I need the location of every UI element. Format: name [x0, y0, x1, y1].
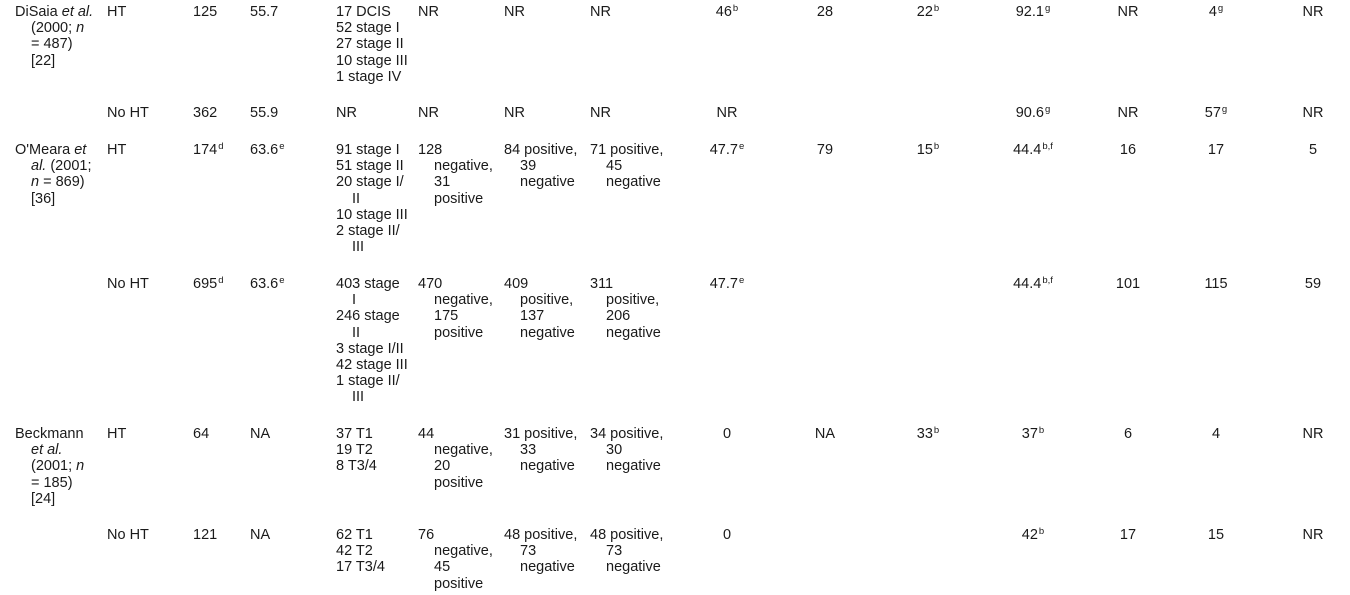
- mean-age: [250, 142, 285, 158]
- er-status: [504, 527, 577, 576]
- tumor-stage-line: III: [352, 389, 365, 406]
- cell-value: 6: [1123, 426, 1133, 442]
- col-12-value: [993, 105, 1073, 121]
- pr-status: [590, 426, 663, 475]
- col-15-value: [1273, 142, 1350, 158]
- pr-status-line: 30: [606, 442, 623, 459]
- lymph-nodes: [418, 4, 439, 20]
- italic-text: et al.: [31, 442, 63, 459]
- tumor-stage-line: 10 stage III: [336, 206, 408, 223]
- lymph-nodes: [418, 426, 493, 491]
- pr-status-line: negative: [606, 324, 661, 341]
- cell-value: 57: [1204, 105, 1221, 121]
- tumor-stage-line: III: [352, 239, 365, 256]
- cell-value: NR: [1117, 105, 1139, 121]
- er-status: [504, 426, 577, 475]
- lymph-nodes-line: 31: [434, 174, 451, 191]
- study-citation-line: al. (2001;: [31, 158, 92, 175]
- mean-age: [250, 105, 278, 121]
- tumor-stage: [336, 105, 357, 121]
- col-14-value: [1176, 142, 1256, 158]
- footnote-marker: g: [1044, 3, 1051, 14]
- er-status: [504, 276, 575, 341]
- lymph-nodes: [418, 276, 493, 341]
- footnote-marker: b: [933, 425, 940, 436]
- col-10-value: [785, 4, 865, 20]
- mean-age: [250, 276, 285, 292]
- lymph-nodes: [418, 527, 493, 592]
- footnote-marker: b: [933, 141, 940, 152]
- footnote-marker: e: [279, 141, 285, 152]
- italic-text: n: [76, 458, 85, 475]
- cell-value: 44.4: [1013, 276, 1042, 292]
- cell-value: 5: [1308, 142, 1318, 158]
- col-14-value: [1176, 4, 1256, 20]
- cell-value: 17: [1207, 142, 1225, 158]
- sample-size: [193, 4, 217, 20]
- cell-value: NA: [250, 426, 271, 442]
- pr-status-line: NR: [590, 4, 611, 20]
- cell-value: 695: [193, 276, 218, 292]
- study-citation-line: = 185): [31, 474, 73, 491]
- cell-value: 47.7: [709, 276, 738, 292]
- lymph-nodes-line: 175: [434, 308, 459, 325]
- col-9-value: [687, 527, 767, 543]
- tumor-stage-line: 1 stage II/: [336, 373, 400, 390]
- study-citation-line: (2000; n: [31, 20, 85, 37]
- er-status: [504, 142, 577, 191]
- er-status: [504, 105, 525, 121]
- pr-status-line: 311: [590, 276, 614, 292]
- tumor-stage-line: 37 T1: [336, 426, 373, 442]
- cell-value: 174: [193, 142, 218, 158]
- study-citation-line: [24]: [31, 490, 56, 507]
- cell-value: 0: [722, 527, 732, 543]
- pr-status: [590, 276, 661, 341]
- cell-value: 33: [916, 426, 933, 442]
- lymph-nodes-line: NR: [418, 105, 439, 121]
- italic-text: n: [76, 20, 85, 37]
- study-citation: [15, 426, 84, 507]
- lymph-nodes-line: 128: [418, 142, 443, 158]
- col-13-value: [1088, 105, 1168, 121]
- col-12-value: [993, 426, 1073, 442]
- study-citation-line: O'Meara et: [15, 142, 87, 158]
- pr-status-line: negative: [606, 174, 661, 191]
- tumor-stage: [336, 142, 408, 255]
- col-11-value: [888, 142, 968, 158]
- tumor-stage-line: 1 stage IV: [336, 68, 402, 85]
- cell-value: 125: [193, 4, 218, 20]
- tumor-stage-line: 2 stage II/: [336, 223, 400, 240]
- pr-status-line: 48 positive,: [590, 527, 664, 543]
- treatment-group: No HT: [107, 527, 149, 543]
- col-13-value: [1088, 142, 1168, 158]
- cell-value: 121: [193, 527, 218, 543]
- cell-value: NR: [1302, 105, 1324, 121]
- cell-value: 16: [1119, 142, 1137, 158]
- cell-value: NA: [814, 426, 836, 442]
- pr-status-line: 34 positive,: [590, 426, 664, 442]
- sample-size: [193, 142, 224, 158]
- footnote-marker: b: [933, 3, 940, 14]
- er-status-line: negative: [520, 324, 575, 341]
- tumor-stage: [336, 276, 408, 406]
- tumor-stage-line: 42 stage III: [336, 357, 408, 374]
- er-status-line: positive,: [520, 292, 574, 309]
- sample-size: [193, 426, 209, 442]
- col-9-value: [687, 105, 767, 121]
- italic-text: al.: [31, 158, 47, 175]
- col-11-value: [888, 4, 968, 20]
- col-12-value: [993, 142, 1073, 158]
- er-status-line: negative: [520, 559, 575, 576]
- er-status-line: negative: [520, 458, 575, 475]
- lymph-nodes-line: 44: [418, 426, 435, 442]
- footnote-marker: b: [1038, 526, 1045, 537]
- study-citation-line: DiSaia et al.: [15, 4, 94, 20]
- mean-age: [250, 4, 278, 20]
- col-15-value: [1273, 4, 1350, 20]
- col-15-value: [1273, 276, 1350, 292]
- lymph-nodes-line: negative,: [434, 543, 493, 560]
- col-13-value: [1088, 426, 1168, 442]
- pr-status-line: 71 positive,: [590, 142, 664, 158]
- er-status-line: negative: [520, 174, 575, 191]
- cell-value: 64: [193, 426, 210, 442]
- cell-value: 47.7: [709, 142, 738, 158]
- treatment-group: HT: [107, 426, 127, 442]
- pr-status-line: NR: [590, 105, 611, 121]
- tumor-stage-line: 246 stage: [336, 308, 400, 325]
- er-status-line: NR: [504, 105, 525, 121]
- cell-value: 362: [193, 105, 218, 121]
- study-citation-line: [22]: [31, 52, 56, 69]
- footnote-marker: e: [279, 275, 285, 286]
- tumor-stage-line: 19 T2: [336, 442, 373, 459]
- tumor-stage-line: I: [352, 292, 357, 309]
- pr-status-line: 45: [606, 158, 623, 175]
- cell-value: NR: [1302, 527, 1324, 543]
- pr-status-line: 206: [606, 308, 631, 325]
- col-14-value: [1176, 527, 1256, 543]
- lymph-nodes-line: positive: [434, 190, 484, 207]
- pr-status: [590, 142, 663, 191]
- cell-value: 90.6: [1015, 105, 1044, 121]
- study-citation: [15, 4, 93, 69]
- footnote-marker: e: [738, 141, 745, 152]
- footnote-marker: g: [1044, 104, 1051, 115]
- col-9-value: [687, 426, 767, 442]
- cell-value: 15: [916, 142, 933, 158]
- italic-text: n: [31, 174, 40, 191]
- cell-value: NR: [1302, 426, 1324, 442]
- cell-value: 79: [816, 142, 834, 158]
- col-14-value: [1176, 276, 1256, 292]
- cell-value: 115: [1204, 276, 1228, 292]
- mean-age: [250, 426, 270, 442]
- col-10-value: [785, 142, 865, 158]
- col-13-value: [1088, 276, 1168, 292]
- lymph-nodes-line: negative,: [434, 292, 493, 309]
- tumor-stage-line: 91 stage I: [336, 142, 400, 158]
- lymph-nodes-line: 45: [434, 559, 451, 576]
- study-citation-line: n = 869): [31, 174, 85, 191]
- tumor-stage-line: 8 T3/4: [336, 458, 377, 475]
- col-13-value: [1088, 527, 1168, 543]
- er-status-line: 84 positive,: [504, 142, 578, 158]
- col-15-value: [1273, 527, 1350, 543]
- italic-text: et al.: [61, 4, 94, 20]
- lymph-nodes-line: 76: [418, 527, 435, 543]
- study-citation-line: Beckmann: [15, 426, 84, 442]
- cell-value: 28: [816, 4, 834, 20]
- col-9-value: [687, 4, 767, 20]
- er-status-line: 73: [520, 543, 537, 560]
- tumor-stage-line: 62 T1: [336, 527, 373, 543]
- col-14-value: [1176, 105, 1256, 121]
- col-14-value: [1176, 426, 1256, 442]
- cell-value: 101: [1115, 276, 1141, 292]
- cell-value: 46: [715, 4, 732, 20]
- cell-value: NA: [250, 527, 271, 543]
- col-9-value: [687, 142, 767, 158]
- tumor-stage-line: 403 stage: [336, 276, 400, 292]
- col-15-value: [1273, 426, 1350, 442]
- tumor-stage-line: 42 T2: [336, 543, 373, 560]
- col-9-value: [687, 276, 767, 292]
- sample-size: [193, 527, 217, 543]
- cell-value: 4: [1208, 4, 1217, 20]
- footnote-marker: d: [218, 275, 224, 286]
- col-12-value: [993, 527, 1073, 543]
- cell-value: 55.9: [250, 105, 279, 121]
- tumor-stage: [336, 527, 385, 576]
- cell-value: 15: [1207, 527, 1225, 543]
- tumor-stage-line: 51 stage II: [336, 158, 404, 175]
- col-15-value: [1273, 105, 1350, 121]
- col-11-value: [888, 426, 968, 442]
- lymph-nodes: [418, 142, 493, 207]
- lymph-nodes-line: positive: [434, 575, 484, 592]
- treatment-group: HT: [107, 4, 127, 20]
- treatment-group: No HT: [107, 105, 149, 121]
- cell-value: NR: [1117, 4, 1139, 20]
- study-citation: [15, 142, 91, 207]
- footnote-marker: b,f: [1042, 275, 1053, 286]
- col-10-value: [785, 426, 865, 442]
- sample-size: [193, 105, 217, 121]
- lymph-nodes-line: 20: [434, 458, 451, 475]
- sample-size: [193, 276, 224, 292]
- tumor-stage: [336, 426, 377, 475]
- pr-status: [590, 527, 663, 576]
- footnote-marker: e: [738, 275, 745, 286]
- cell-value: NR: [716, 105, 738, 121]
- cell-value: 42: [1021, 527, 1038, 543]
- lymph-nodes-line: positive: [434, 324, 484, 341]
- footnote-marker: d: [218, 141, 224, 152]
- tumor-stage-line: II: [352, 190, 361, 207]
- italic-text: et: [74, 142, 87, 158]
- pr-status-line: negative: [606, 559, 661, 576]
- er-status-line: NR: [504, 4, 525, 20]
- cell-value: 55.7: [250, 4, 279, 20]
- tumor-stage-line: NR: [336, 105, 357, 121]
- er-status-line: 137: [520, 308, 545, 325]
- footnote-marker: b: [1038, 425, 1045, 436]
- cell-value: 63.6: [250, 142, 279, 158]
- mean-age: [250, 527, 270, 543]
- cell-value: 44.4: [1013, 142, 1042, 158]
- lymph-nodes-line: 470: [418, 276, 443, 292]
- cell-value: 59: [1304, 276, 1322, 292]
- cell-value: 22: [916, 4, 933, 20]
- lymph-nodes: [418, 105, 439, 121]
- footnote-marker: b,f: [1042, 141, 1053, 152]
- cell-value: 37: [1021, 426, 1038, 442]
- lymph-nodes-line: NR: [418, 4, 439, 20]
- cell-value: 4: [1211, 426, 1221, 442]
- study-citation-line: [15, 442, 84, 458]
- cell-value: 63.6: [250, 276, 279, 292]
- tumor-stage-line: 17 DCIS: [336, 4, 391, 20]
- pr-status-line: 73: [606, 543, 623, 560]
- er-status-line: 31 positive,: [504, 426, 578, 442]
- cell-value: NR: [1302, 4, 1324, 20]
- study-citation-line: (2001; n: [31, 458, 85, 475]
- col-12-value: [993, 4, 1073, 20]
- er-status-line: 39: [520, 158, 537, 175]
- tumor-stage: [336, 4, 408, 85]
- treatment-group: No HT: [107, 276, 149, 292]
- tumor-stage-line: 52 stage I: [336, 20, 400, 37]
- cell-value: 0: [722, 426, 732, 442]
- pr-status: [590, 4, 611, 20]
- tumor-stage-line: 3 stage I/II: [336, 340, 404, 357]
- er-status-line: 409: [504, 276, 529, 292]
- er-status-line: 33: [520, 442, 537, 459]
- er-status: [504, 4, 525, 20]
- lymph-nodes-line: negative,: [434, 158, 493, 175]
- cell-value: 17: [1119, 527, 1137, 543]
- tumor-stage-line: 17 T3/4: [336, 559, 385, 576]
- pr-status-line: positive,: [606, 292, 660, 309]
- er-status-line: 48 positive,: [504, 527, 578, 543]
- tumor-stage-line: 20 stage I/: [336, 174, 404, 191]
- pr-status-line: negative: [606, 458, 661, 475]
- footnote-marker: g: [1217, 3, 1224, 14]
- lymph-nodes-line: positive: [434, 474, 484, 491]
- tumor-stage-line: 10 stage III: [336, 52, 408, 69]
- tumor-stage-line: II: [352, 324, 361, 341]
- lymph-nodes-line: negative,: [434, 442, 493, 459]
- col-12-value: [993, 276, 1073, 292]
- study-citation-line: = 487): [31, 36, 73, 53]
- cell-value: 92.1: [1015, 4, 1044, 20]
- footnote-marker: g: [1221, 104, 1228, 115]
- tumor-stage-line: 27 stage II: [336, 36, 404, 53]
- col-13-value: [1088, 4, 1168, 20]
- study-citation-line: [36]: [31, 190, 56, 207]
- pr-status: [590, 105, 611, 121]
- footnote-marker: b: [732, 3, 739, 14]
- treatment-group: HT: [107, 142, 127, 158]
